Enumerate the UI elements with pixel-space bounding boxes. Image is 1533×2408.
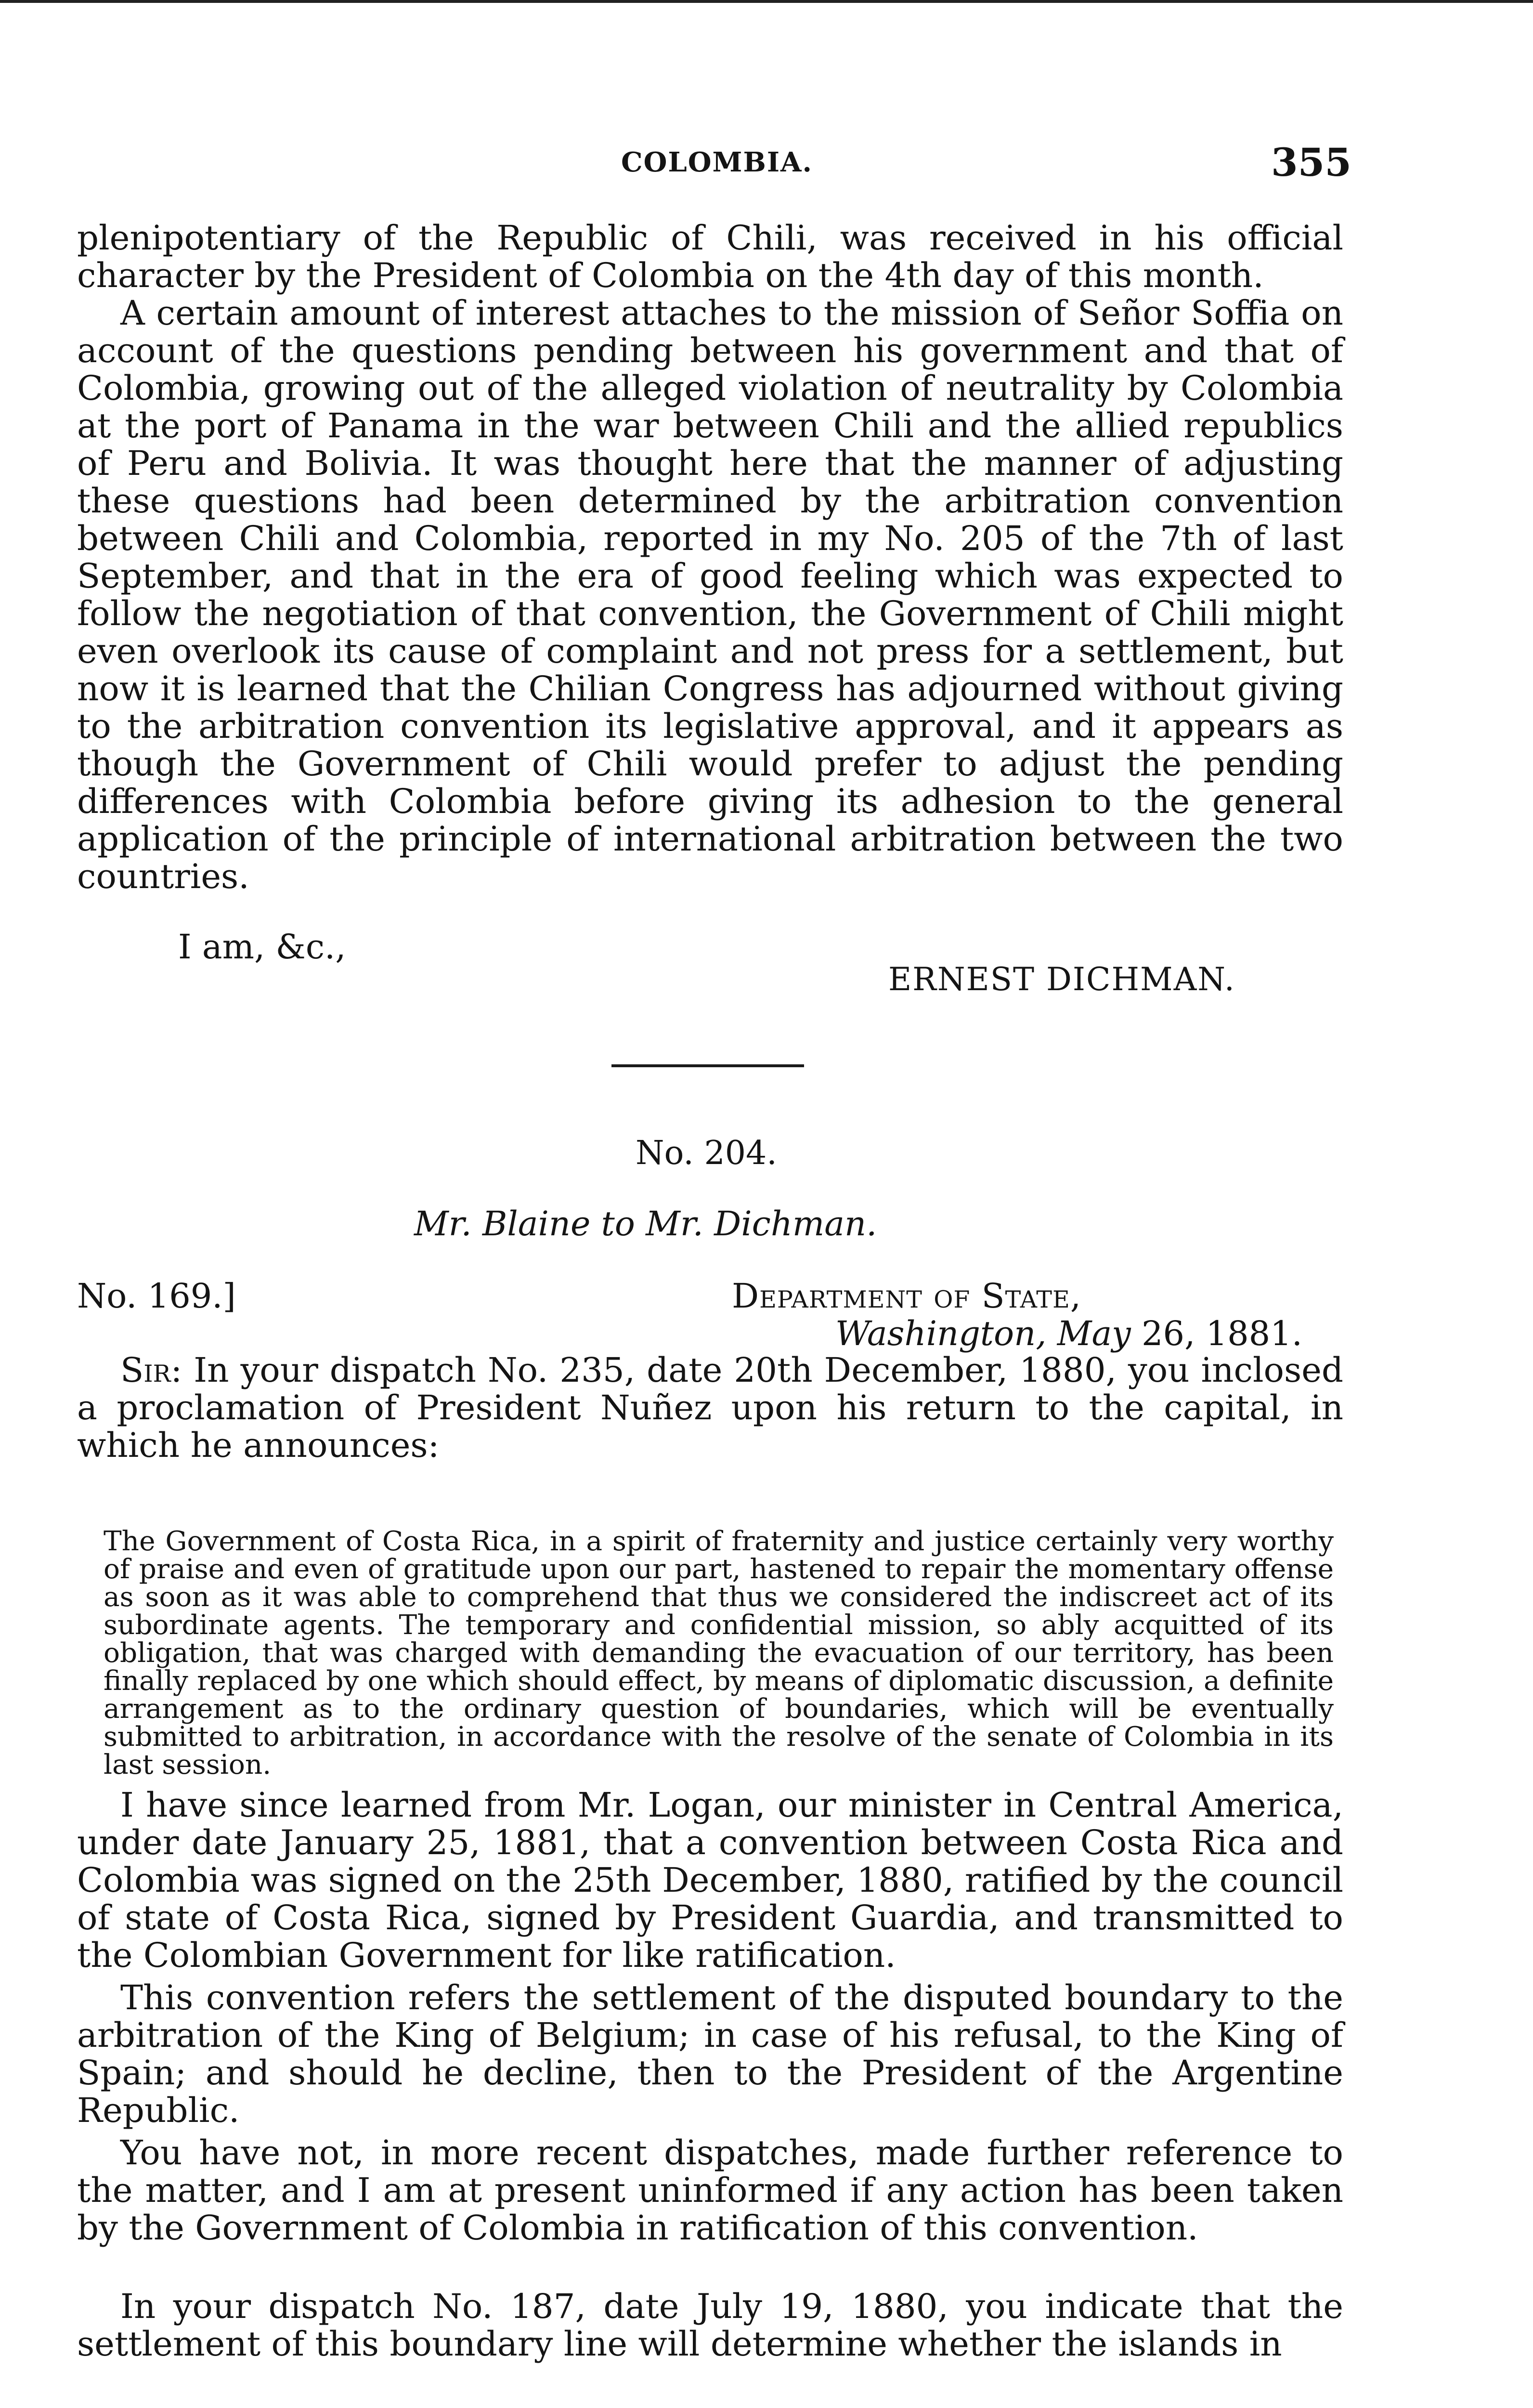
closing-formula: I am, &c., [178,927,346,967]
running-head [0,140,1533,183]
paragraph-dispatch-235: In your dispatch No. 235, date 20th December, 1880, you inclosed a proclamation of President Nuñez upon his return to the capital, in which he announces: [77,1350,1343,1465]
dateline [835,1314,1302,1353]
paragraph-soffia-mission: A certain amount of interest attaches to the mission of Señor Soffia on account of the questions pending between his government and that of Colombia, growing out of the alleged violation of neutrality by Colombia at the port of Panama in the war between Chili and the allied republics of Peru and Bolivia. It was thought here that the manner of adjusting these questions had been determined by the arbitration convention between Chili and Colombia, reported in my No. 205 of the 7th of last September, and that in the era of good feeling which was expected to follow the negotiation of that convention, the Government of Chili might even overlook its cause of complaint and not press for a settlement, but now it is learned that the Chilian Congress has adjourned without giving to the arbitration convention its legislative approval, and it appears as though the Government of Chili would prefer to adjust the pending differences with Colombia before giving its adhesion to the general application of the principle of international arbitration between the two countries. [77,293,1343,896]
dispatch-number: No. 169.] [77,1276,236,1316]
paragraph-continued: plenipotentiary of the Republic of Chili, was received in his official character by the President of Colombia on the 4th day of this month. [77,218,1343,295]
top-border [0,0,1533,3]
section-divider [611,1064,804,1067]
document-number: No. 204. [636,1134,777,1172]
dateline-month: May [1057,1314,1131,1353]
block-quote-proclamation: The Government of Costa Rica, in a spirit of fraternity and justice certainly very worthy of praise and even of gratitude upon our part, hastened to repair the momentary offense as soon as it was able to comprehend that thus we considered the indiscreet act of its subordinate agents. The temporary and confidential mission, so ably acquitted of its obligation, that was charged with demanding the evacuation of our territory, has been finally replaced by one which should effect, by means of diplomatic discussion, a definite arrangement as to the ordinary question of boundaries, which will be eventually submitted to arbitration, in accordance with the resolve of the senate of Colombia in its last session. [104,1525,1334,1780]
department-line: Department of State, [732,1276,1082,1316]
paragraph-further-reference: You have not, in more recent dispatches, made further reference to the matter, and I am at present uninformed if any action has been taken by the Government of Colombia in ratification of this convention. [77,2133,1343,2248]
paragraph-logan: I have since learned from Mr. Logan, our minister in Central America, under date January 25, 1881, that a convention between Costa Rica and Colombia was signed on the 25th December, 1880, ratified by the council of state of Costa Rica, signed by President Guardia, and transmitted to the Colombian Government for like ratification. [77,1785,1343,1975]
dateline-place: Washington, [835,1314,1047,1353]
dateline-day-year: 26, 1881. [1142,1314,1302,1353]
paragraph-dispatch-187: In your dispatch No. 187, date July 19, 1880, you indicate that the settlement of this boundary line will determine whether the islands in [77,2287,1343,2364]
document-heading: Mr. Blaine to Mr. Dichman. [414,1204,877,1243]
page-number: 355 [1271,140,1351,185]
signature: ERNEST DICHMAN. [888,961,1235,998]
salutation: Sir: [120,1350,182,1390]
paragraph-arbitration: This convention refers the settlement of the disputed boundary to the arbitration of the King of Belgium; in case of his refusal, to the King of Spain; and should he decline, then to the President of the Argentine Republic. [77,1978,1343,2130]
running-title: COLOMBIA. [621,146,813,178]
paragraph-salutation [77,1351,1343,1464]
